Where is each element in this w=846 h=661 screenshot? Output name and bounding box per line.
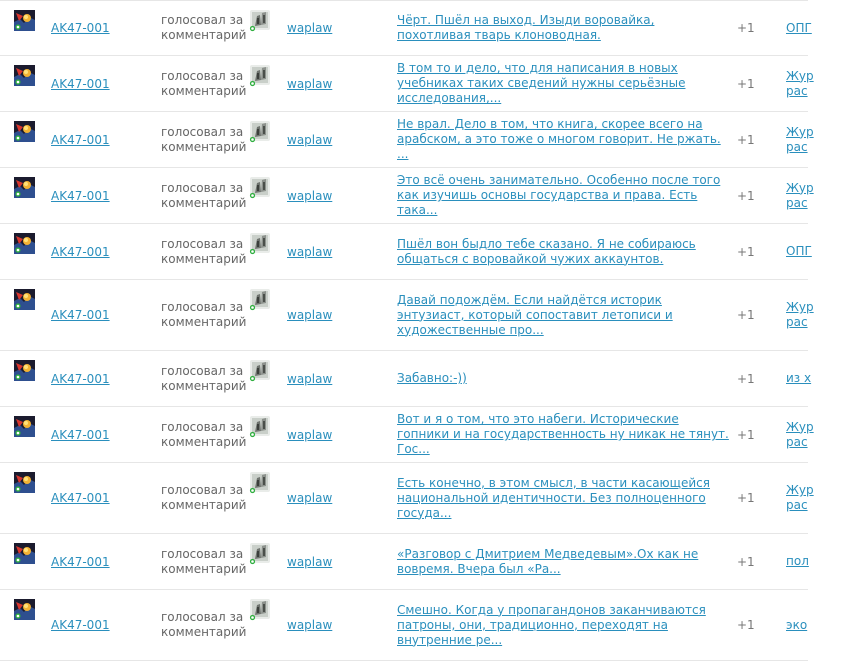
comment-cell — [397, 56, 729, 111]
voter-link-cell — [287, 112, 332, 167]
user-link-cell — [51, 168, 110, 223]
user-link-cell — [51, 224, 110, 279]
vote-label: +1 — [737, 491, 755, 505]
post-link-line2[interactable]: рас — [786, 434, 808, 449]
user-avatar-icon[interactable] — [14, 65, 35, 86]
vote-label: +1 — [737, 618, 755, 632]
voter-link[interactable]: waplaw — [287, 554, 333, 569]
post-link-cell — [786, 224, 846, 279]
vote-label: +1 — [737, 76, 755, 91]
post-link-cell — [786, 534, 846, 589]
user-link[interactable]: AK47-001 — [51, 427, 110, 442]
voter-avatar-icon[interactable] — [249, 121, 271, 143]
post-link-cell — [786, 112, 846, 167]
action-label: голосовал за комментарий — [161, 419, 247, 449]
voter-avatar-icon[interactable] — [249, 416, 271, 438]
comment-cell — [397, 280, 729, 350]
user-avatar-icon[interactable] — [14, 543, 35, 564]
post-link-line1[interactable]: Жур — [786, 419, 814, 434]
vote-label: +1 — [737, 244, 755, 259]
table-row — [0, 534, 808, 590]
table-row — [0, 168, 814, 224]
user-link[interactable]: AK47-001 — [51, 618, 110, 632]
comment-cell — [397, 224, 729, 279]
action-label: голосовал за комментарий — [161, 180, 247, 210]
table-row — [0, 112, 814, 168]
post-link-line1[interactable]: Жур — [786, 300, 814, 314]
post-link-cell — [786, 590, 846, 660]
user-link[interactable]: AK47-001 — [51, 371, 110, 386]
post-link-line1[interactable]: Жур — [786, 124, 814, 139]
voter-link-cell — [287, 56, 332, 111]
voter-avatar-icon[interactable] — [249, 472, 271, 494]
voter-avatar-icon[interactable] — [249, 65, 271, 87]
action-label: голосовал за комментарий — [161, 13, 247, 42]
comment-cell — [397, 534, 729, 589]
post-link-line2[interactable]: рас — [786, 195, 808, 210]
vote-label: +1 — [737, 371, 755, 386]
comment-cell — [397, 407, 729, 462]
action-label: голосовал за комментарий — [161, 363, 247, 393]
vote-value — [737, 168, 757, 223]
action-text — [161, 463, 247, 533]
voter-avatar-icon[interactable] — [249, 289, 271, 311]
vote-value — [737, 590, 757, 660]
comment-link[interactable]: «Разговор с Дмитрием Медведевым».Ох как не вовремя. Вчера был «Ра... — [397, 546, 699, 576]
voter-link[interactable]: waplaw — [287, 21, 333, 35]
post-link-line1[interactable]: ОПГ — [786, 244, 812, 258]
vote-value — [737, 280, 757, 350]
voter-link-cell — [287, 463, 332, 533]
post-link-line2[interactable]: рас — [786, 83, 808, 98]
user-link-cell — [51, 56, 110, 111]
user-link[interactable]: AK47-001 — [51, 188, 110, 203]
action-text — [161, 590, 247, 660]
vote-label: +1 — [737, 21, 755, 35]
comment-link[interactable]: Чёрт. Пшёл на выход. Изыди воровайка, похотливая тварь клоноводная. — [397, 13, 655, 42]
voter-avatar-icon[interactable] — [249, 177, 271, 199]
user-link[interactable]: AK47-001 — [51, 491, 110, 505]
comment-link[interactable]: Забавно:-)) — [397, 371, 467, 385]
user-link[interactable]: AK47-001 — [51, 76, 110, 91]
post-link-line1[interactable]: из х — [786, 371, 812, 385]
voter-link[interactable]: waplaw — [287, 244, 333, 259]
comment-link[interactable]: Давай подождём. Если найдётся историк энтузиаст, который сопоставит летописи и художественные про... — [397, 292, 673, 337]
action-text — [161, 1, 247, 55]
user-avatar-icon[interactable] — [14, 599, 35, 620]
voter-avatar-icon[interactable] — [249, 360, 271, 382]
vote-label: +1 — [737, 554, 755, 569]
post-link-line1[interactable]: эко — [786, 617, 808, 632]
user-avatar-icon[interactable] — [14, 472, 35, 493]
vote-label: +1 — [737, 308, 755, 322]
table-row — [0, 224, 812, 280]
vote-value — [737, 407, 757, 462]
table-row — [0, 280, 814, 351]
table-row — [0, 56, 814, 112]
action-label: голосовал за комментарий — [161, 300, 247, 329]
voter-link-cell — [287, 168, 332, 223]
vote-label: +1 — [737, 188, 755, 203]
post-link-line2[interactable]: рас — [786, 139, 808, 154]
post-link-cell — [786, 280, 846, 350]
voter-link-cell — [287, 534, 332, 589]
action-text — [161, 351, 247, 406]
action-text — [161, 224, 247, 279]
comment-cell — [397, 590, 729, 660]
user-link[interactable]: AK47-001 — [51, 554, 110, 569]
post-link-line1[interactable]: ОПГ — [786, 20, 812, 35]
user-link-cell — [51, 1, 110, 55]
table-row — [0, 351, 812, 407]
comment-cell — [397, 463, 729, 533]
post-link-cell — [786, 1, 846, 55]
comment-cell — [397, 112, 729, 167]
action-label: голосовал за комментарий — [161, 124, 247, 154]
user-avatar-icon[interactable] — [14, 121, 35, 142]
comment-cell — [397, 168, 729, 223]
vote-value — [737, 534, 757, 589]
user-avatar-icon[interactable] — [14, 289, 35, 310]
user-link[interactable]: AK47-001 — [51, 308, 110, 322]
voter-link[interactable]: waplaw — [287, 427, 333, 442]
voter-link[interactable]: waplaw — [287, 371, 333, 386]
comment-link[interactable]: Смешно. Когда у пропагандонов заканчиваются патроны, они, традиционно, переходят на внутренние ре... — [397, 602, 706, 647]
voter-link-cell — [287, 351, 332, 406]
vote-value — [737, 224, 757, 279]
action-text — [161, 534, 247, 589]
vote-value — [737, 1, 757, 55]
user-link-cell — [51, 407, 110, 462]
post-link-cell — [786, 463, 846, 533]
voter-link[interactable]: waplaw — [287, 76, 333, 91]
voter-link[interactable]: waplaw — [287, 308, 333, 322]
voter-link-cell — [287, 590, 332, 660]
voter-avatar-icon[interactable] — [249, 233, 271, 255]
post-link-line1[interactable]: Жур — [786, 483, 814, 497]
post-link-cell — [786, 407, 846, 462]
voter-link-cell — [287, 1, 332, 55]
comment-link[interactable]: Пшёл вон быдло тебе сказано. Я не собираюсь общаться с воровайкой чужих аккаунтов. — [397, 236, 696, 266]
comment-link[interactable]: Вот и я о том, что это набеги. Исторические гопники и на государственность ну никак не тянут. Гос... — [397, 412, 729, 456]
comment-link[interactable]: Есть конечно, в этом смысл, в части касающейся национальной идентичности. Без полноценного госуда... — [397, 475, 710, 520]
table-row — [0, 407, 814, 463]
comment-link[interactable]: Не врал. Дело в том, что книга, скорее всего на арабском, а это тоже о многом говорит. Не ржать. ... — [397, 117, 721, 161]
table-row — [0, 590, 808, 661]
voter-link-cell — [287, 280, 332, 350]
user-avatar-icon[interactable] — [14, 416, 35, 437]
comment-link[interactable]: В том то и дело, что для написания в новых учебниках таких сведений нужны серьёзные исследования,... — [397, 61, 686, 105]
user-link-cell — [51, 463, 110, 533]
table-row — [0, 463, 814, 534]
voter-avatar-icon[interactable] — [249, 543, 271, 565]
vote-label: +1 — [737, 427, 755, 442]
user-link[interactable]: AK47-001 — [51, 21, 110, 35]
user-link[interactable]: AK47-001 — [51, 132, 110, 147]
post-link-line1[interactable]: Жур — [786, 180, 814, 195]
voter-avatar-icon[interactable] — [249, 599, 271, 621]
user-link-cell — [51, 534, 110, 589]
vote-value — [737, 463, 757, 533]
vote-value — [737, 351, 757, 406]
action-label: голосовал за комментарий — [161, 236, 247, 266]
action-label: голосовал за комментарий — [161, 546, 247, 576]
comment-cell — [397, 1, 729, 55]
action-text — [161, 168, 247, 223]
user-link[interactable]: AK47-001 — [51, 244, 110, 259]
action-label: голосовал за комментарий — [161, 483, 247, 512]
user-avatar-icon[interactable] — [14, 233, 35, 254]
voter-link[interactable]: waplaw — [287, 188, 333, 203]
action-text — [161, 407, 247, 462]
action-text — [161, 112, 247, 167]
post-link-line2[interactable]: рас — [786, 498, 808, 512]
comment-cell — [397, 351, 729, 406]
comment-link[interactable]: Это всё очень занимательно. Особенно после того как изучишь основы государства и права. Есть така... — [397, 173, 721, 217]
post-link-line1[interactable]: Жур — [786, 68, 814, 83]
post-link-cell — [786, 168, 846, 223]
user-link-cell — [51, 590, 110, 660]
post-link-cell — [786, 56, 846, 111]
post-link-cell — [786, 351, 846, 406]
vote-value — [737, 56, 757, 111]
voter-link-cell — [287, 407, 332, 462]
user-avatar-icon[interactable] — [14, 177, 35, 198]
action-text — [161, 280, 247, 350]
voter-link-cell — [287, 224, 332, 279]
voter-link[interactable]: waplaw — [287, 132, 333, 147]
action-label: голосовал за комментарий — [161, 68, 247, 98]
vote-value — [737, 112, 757, 167]
user-link-cell — [51, 112, 110, 167]
voter-link[interactable]: waplaw — [287, 491, 333, 505]
post-link-line1[interactable]: пол — [786, 554, 809, 568]
user-avatar-icon[interactable] — [14, 360, 35, 381]
voter-avatar-icon[interactable] — [249, 10, 271, 32]
user-avatar-icon[interactable] — [14, 10, 35, 31]
user-link-cell — [51, 351, 110, 406]
vote-label: +1 — [737, 132, 755, 147]
voter-link[interactable]: waplaw — [287, 618, 333, 632]
action-label: голосовал за комментарий — [161, 610, 247, 639]
post-link-line2[interactable]: рас — [786, 315, 808, 329]
action-text — [161, 56, 247, 111]
user-link-cell — [51, 280, 110, 350]
table-row — [0, 0, 812, 56]
